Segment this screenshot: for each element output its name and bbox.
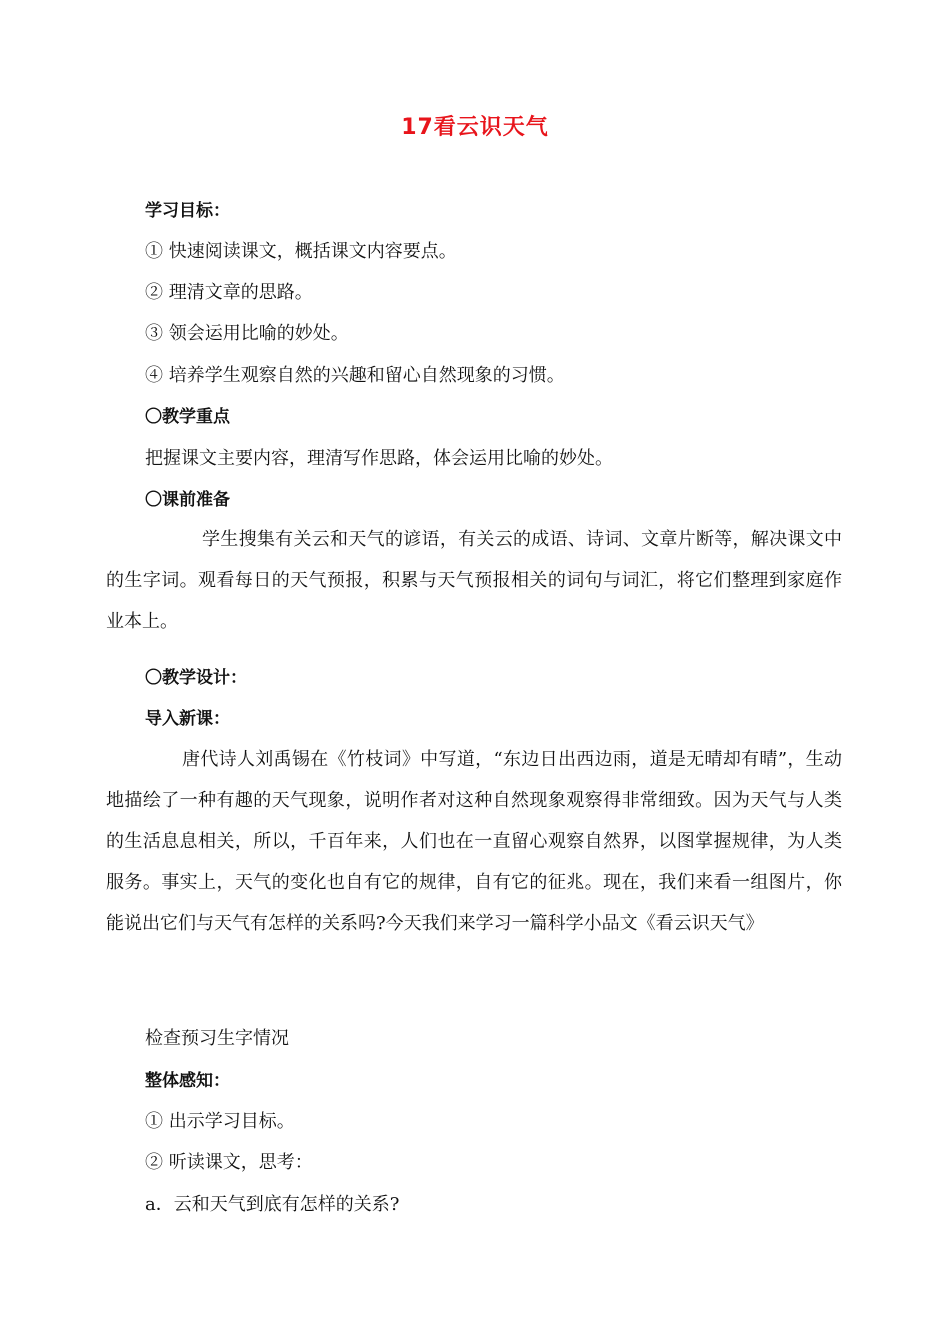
objectives-heading: 学习目标：: [145, 201, 230, 221]
preparation-paragraph: [106, 519, 842, 642]
intro-paragraph: [106, 739, 842, 944]
overall-step: a．云和天气到底有怎样的关系?: [145, 1194, 400, 1215]
overall-step: ① 出示学习目标。: [145, 1111, 295, 1132]
design-heading: 〇教学设计：: [145, 668, 247, 688]
check-preview: 检查预习生字情况: [145, 1028, 289, 1049]
overall-heading: 整体感知：: [145, 1071, 230, 1091]
preparation-heading: 〇课前准备: [145, 490, 230, 510]
document-title: 17看云识天气: [401, 115, 549, 140]
objective-item: ① 快速阅读课文，概括课文内容要点。: [145, 241, 457, 262]
overall-step: ② 听读课文，思考：: [145, 1152, 313, 1173]
objective-item: ③ 领会运用比喻的妙处。: [145, 323, 349, 344]
intro-heading: 导入新课：: [145, 709, 230, 729]
key-points-text: 把握课文主要内容，理清写作思路，体会运用比喻的妙处。: [145, 448, 613, 469]
objective-item: ④ 培养学生观察自然的兴趣和留心自然现象的习惯。: [145, 365, 565, 386]
key-points-heading: 〇教学重点: [145, 407, 230, 427]
preparation-text: 学生搜集有关云和天气的谚语，有关云的成语、诗词、文章片断等，解决课文中的生字词。观看每日的天气预报，积累与天气预报相关的词句与词汇，将它们整理到家庭作业本上。: [106, 529, 842, 632]
objective-item: ② 理清文章的思路。: [145, 282, 313, 303]
intro-text: 唐代诗人刘禹锡在《竹枝词》中写道，“东边日出西边雨，道是无晴却有晴”，生动地描绘了一种有趣的天气现象，说明作者对这种自然现象观察得非常细致。因为天气与人类的生活息息相关，所以，千百年来，人们也在一直留心观察自然界，以图掌握规律，为人类服务。事实上，天气的变化也自有它的规律，自有它的征兆。现在，我们来看一组图片，你能说出它们与天气有怎样的关系吗?今天我们来学习一篇科学小品文《看云识天气》: [106, 749, 842, 934]
